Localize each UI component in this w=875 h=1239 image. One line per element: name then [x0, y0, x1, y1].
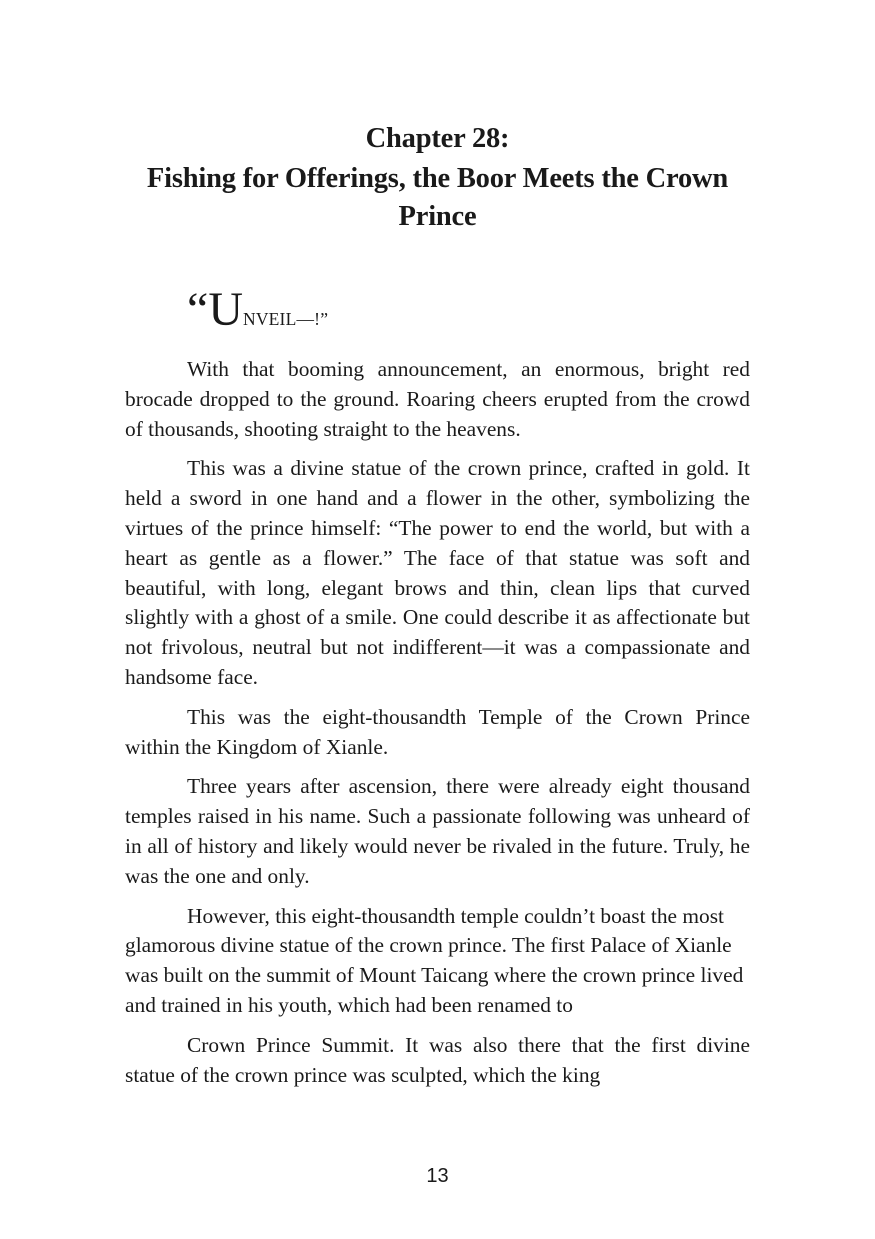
paragraph: With that booming announcement, an enormous, bright red brocade dropped to the ground. Roaring cheers erupted from the crowd of thousands, shooting straight to the heavens. [125, 357, 750, 441]
paragraph: Three years after ascension, there were already eight thousand temples raised in his name. Such a passionate following was unheard of in all of history and likely would never be rivaled in the future. Truly, he was the one and only. [125, 774, 750, 888]
chapter-title: Fishing for Offerings, the Boor Meets the Crown Prince [146, 163, 729, 232]
page-number: 13 [426, 1165, 449, 1187]
drop-cap: U [208, 283, 243, 336]
body-text [125, 355, 750, 1100]
chapter-number: Chapter 28: [365, 123, 510, 154]
paragraph: Crown Prince Summit. It was also there that the first divine statue of the crown prince was sculpted, which the king [125, 1032, 750, 1087]
opening-rest: NVEIL—!” [242, 309, 329, 329]
opening-line [187, 283, 329, 336]
paragraph: This was a divine statue of the crown prince, crafted in gold. It held a sword in one hand and a flower in the other, symbolizing the virtues of the prince himself: “The power to end the world, but with a heart as gentle as a flower.” The face of that statue was soft and beautiful, with long, elegant brows and thin, clean lips that curved slightly with a ghost of a smile. One could describe it as affectionate but not frivolous, neutral but not indifferent—it was a compassionate and handsome face. [125, 456, 750, 689]
paragraph: This was the eight-thousandth Temple of the Crown Prince within the Kingdom of Xianle. [125, 704, 750, 759]
opening-quote: “ [187, 283, 209, 336]
paragraph: However, this eight-thousandth temple couldn’t boast the most glamorous divine statue of the crown prince. The first Palace of Xianle was built on the summit of Mount Taicang where the crown prince lived and trained in his youth, which had been renamed to [125, 903, 744, 1017]
